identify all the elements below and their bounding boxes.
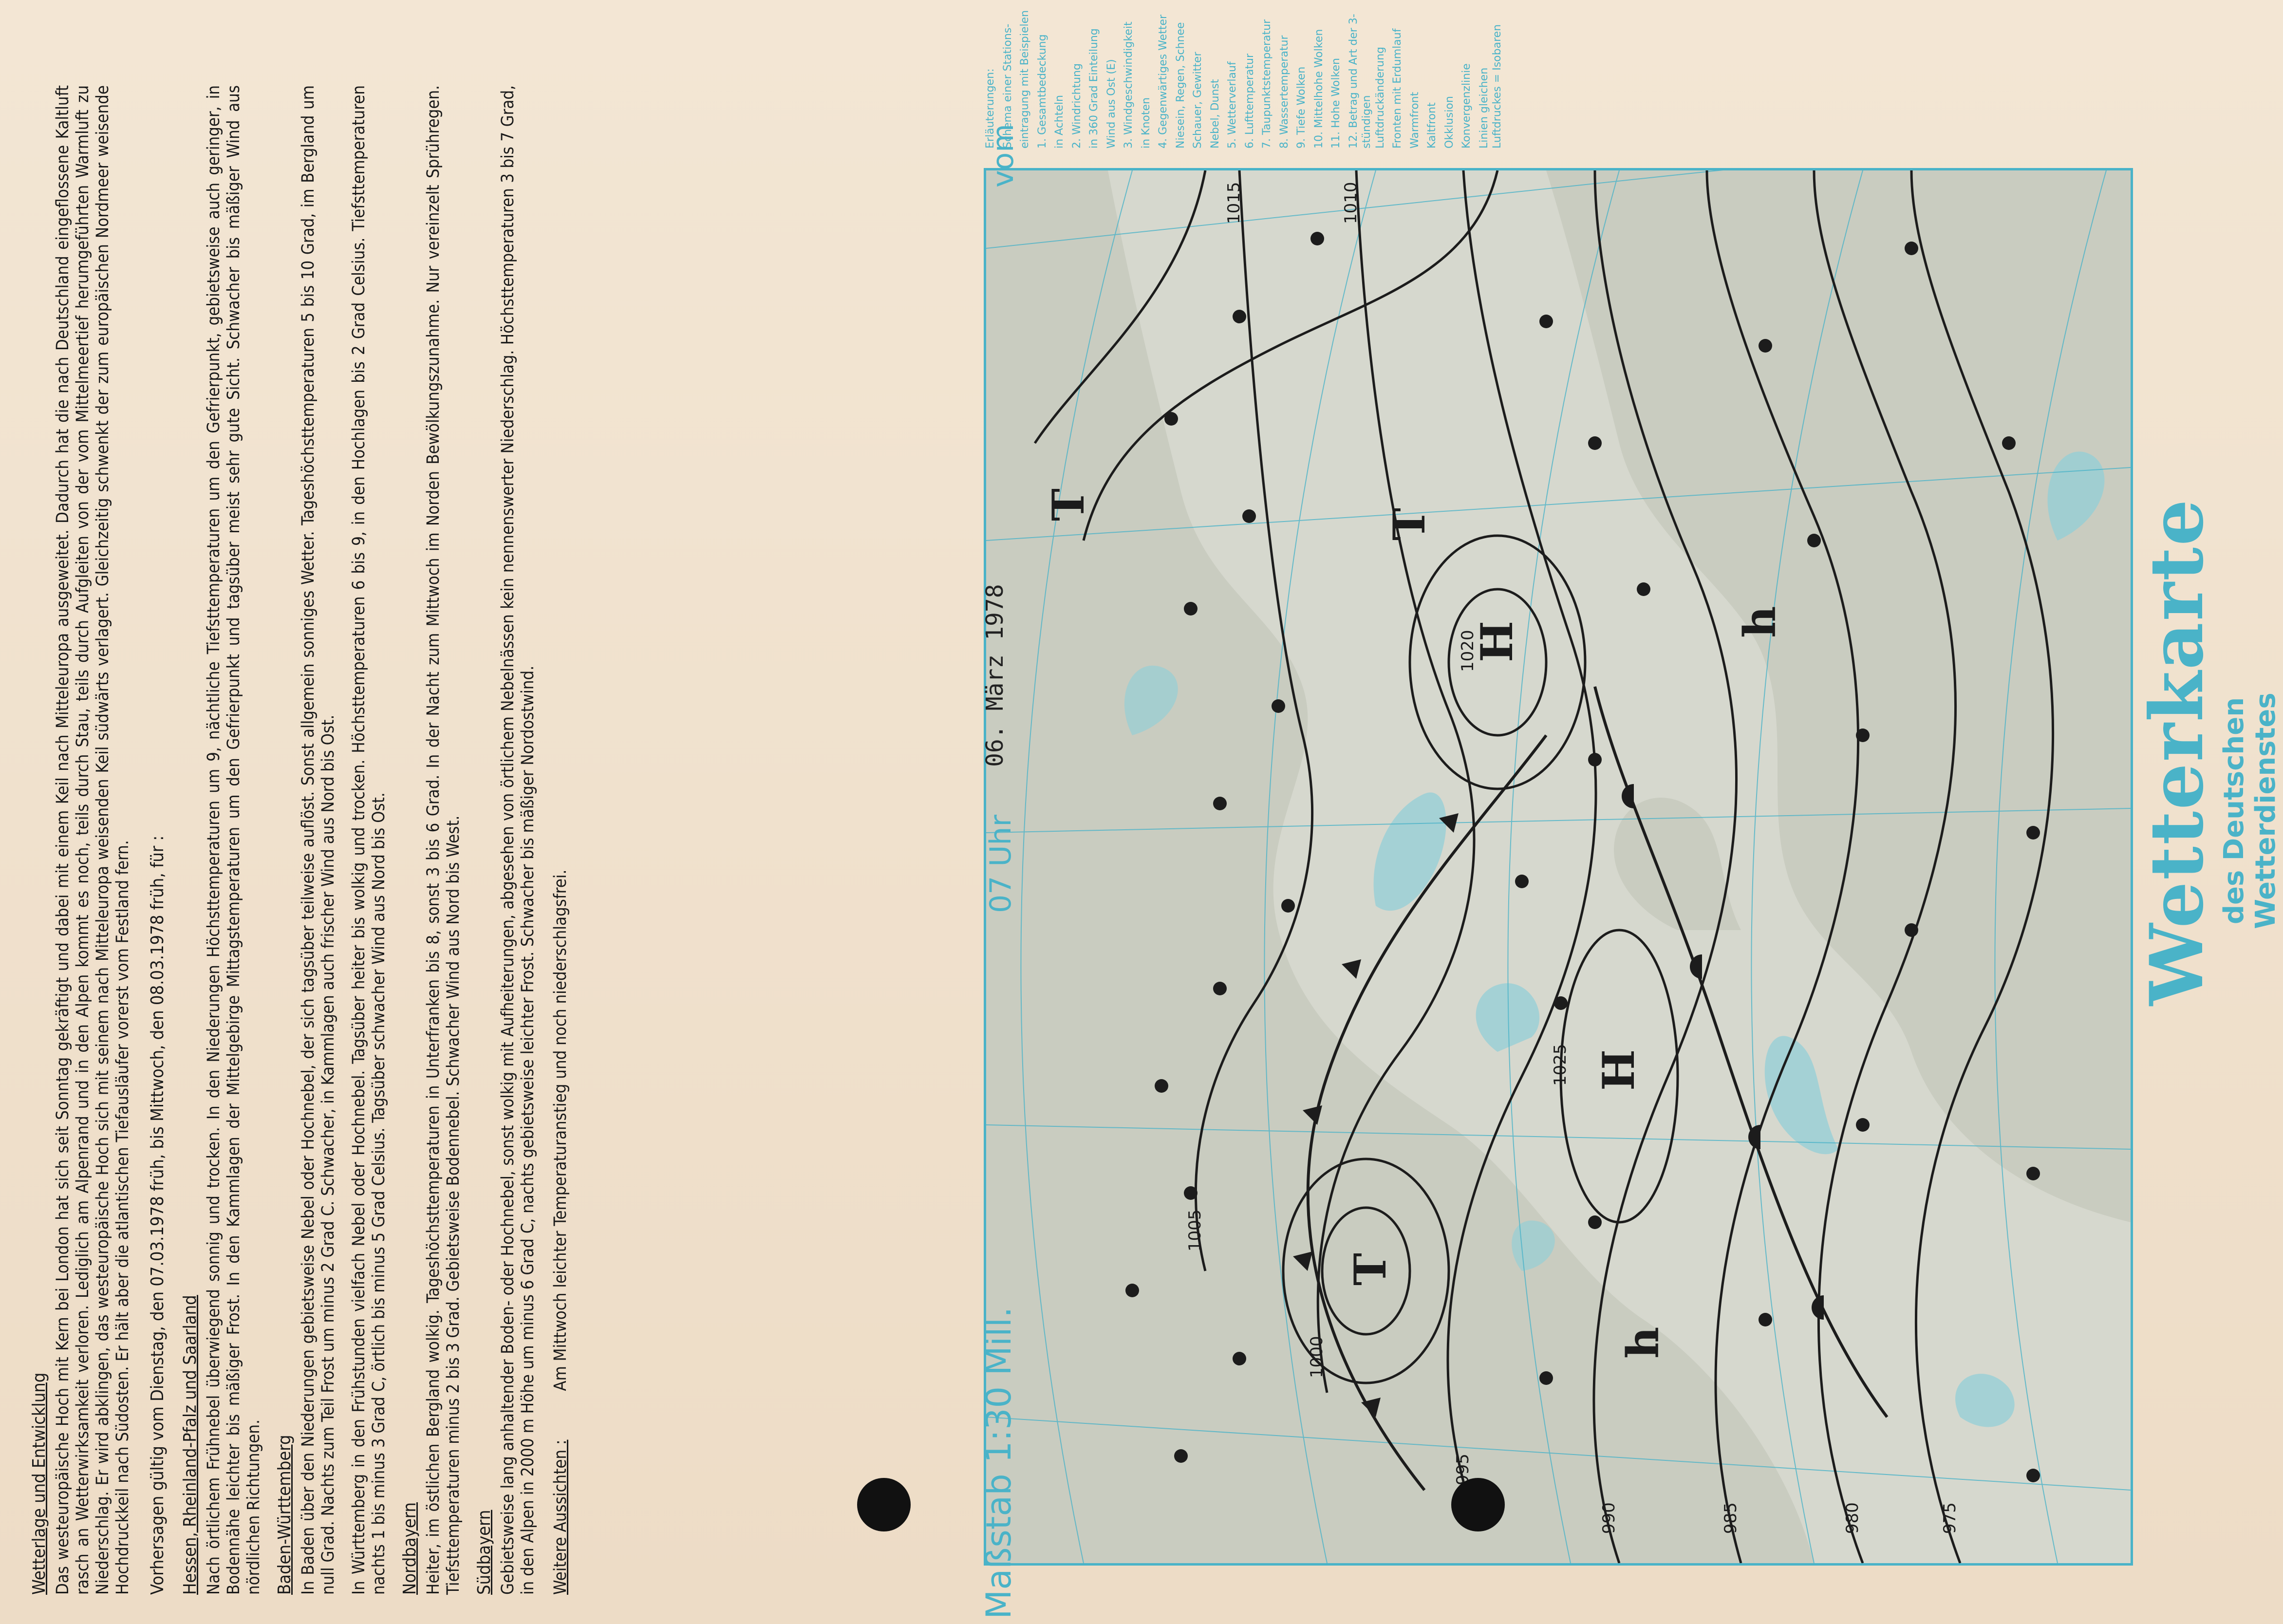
legend-item: 12. Betrag und Art der 3-stündigen Luftdruckänderung: [1347, 14, 1386, 149]
bw-heading: Baden-Württemberg: [275, 1435, 295, 1595]
low-centre-label: T: [1043, 488, 1094, 521]
isobar-label: 1020: [1458, 630, 1478, 672]
legend-item: 10. Mittelhohe Wolken: [1312, 29, 1325, 149]
legend-item: Warmfront: [1408, 92, 1421, 149]
outlook-body: Am Mittwoch leichter Temperaturanstieg und noch niederschlagsfrei.: [551, 869, 570, 1391]
map-vom-label: vom: [986, 124, 1020, 187]
map-drawing: [986, 170, 2131, 1563]
outlook: [551, 85, 571, 1595]
document-title: Wetterkarte: [2134, 498, 2220, 1006]
weak-high-label: h: [1734, 606, 1786, 638]
isobar-label: 1015: [1224, 182, 1244, 224]
isobar-label: 1025: [1551, 1044, 1570, 1086]
legend-item: 3. Windgeschwindigkeit: [1123, 21, 1135, 149]
hessen-body: Nach örtlichem Frühnebel überwiegend sonnig und trocken. In den Niederungen Höchsttemperaturen um 9, nächtliche Tiefsttemperaturen um den Gefrierpunkt, gebietsweise auch geringer, in Bodennähe leichter bis mäßiger Frost. In den Kammlagen der Mittelgebirge Mittagstemperaturen um den Gefrierpunkt und tagsüber meist sehr gute Sicht. Schwacher bis mäßiger Wind aus nördlichen Richtungen.: [204, 85, 263, 1595]
synoptic-weather-map: [984, 168, 2133, 1566]
document-subtitle: des Deutschen Wetterdienstes: [2218, 692, 2282, 929]
punch-hole: [1451, 1478, 1505, 1531]
isobar-label: 980: [1843, 1502, 1862, 1534]
bw-body-baden: In Baden über den Niederungen gebietsweise Nebel oder Hochnebel, der sich tagsüber teilweise auflöst. Sonst allgemein sonniges Wetter. Tageshöchsttemperaturen 5 bis 10 Grad, im Bergland um null Grad. Nachts zum Teil Frost um minus 2 Grad C. Schwacher, in Kammlagen auch frischer Wind aus Nord bis Ost.: [299, 85, 338, 1595]
legend-item: Wind aus Ost (E): [1105, 59, 1118, 149]
wetterlage-body: Das westeuropäische Hoch mit Kern bei London hat sich seit Sonntag gekräftigt und dabei mit einem Keil nach Mitteleuropa ausgeweitet. Dadurch hat die nach Deutschland eingeflossene Kaltluft rasch an Wetterwirksamkeit verloren. Lediglich am Alpenrand und in den Alpen kommt es noch, teils durch Stau, teils durch Aufgleiten von der vom Mittelmeertief herumgeführten Warmluft zu Niederschlag. Er wird abklingen, das westeuropäische Hoch sich mit seinem nach Mitteleuropa weisenden Keil südwärts verlagert. Gleichzeitig schwenkt der zum europäischen Nordmeer weisende Hochdruckkeil nach Südosten. Er hält aber die atlantischen Tiefausläufer vorerst vom Festland fern.: [53, 85, 132, 1595]
map-scale: Maßstab 1:30 Mill.: [979, 1307, 1019, 1619]
legend-item: 2. Windrichtung: [1070, 63, 1083, 149]
isobar-label: 1000: [1307, 1336, 1327, 1378]
legend-item: 7. Taupunktstemperatur: [1261, 19, 1273, 149]
map-date: 06. März 1978: [981, 584, 1009, 767]
map-hour: 07 Uhr: [984, 814, 1018, 913]
legend-item: Schauer, Gewitter: [1192, 52, 1204, 149]
nordbayern-body: Heiter, im östlichen Bergland wolkig. Tageshöchsttemperaturen in Unterfranken bis 8, sonst 3 bis 6 Grad. In der Nacht zum Mittwoch im Norden Bewölkungszunahme. Nur vereinzelt Sprühregen. Tiefsttemperaturen minus 2 bis 3 Grad. Gebietsweise Bodennebel. Schwacher Wind aus Nord bis West.: [424, 85, 463, 1595]
legend-item: 5. Wetterverlauf: [1226, 61, 1238, 149]
legend-item: 9. Tiefe Wolken: [1295, 66, 1308, 149]
legend-item: Schema einer Stations-: [1001, 23, 1014, 149]
suedbayern-body: Gebietsweise lang anhaltender Boden- oder Hochnebel, sonst wolkig mit Aufheiterungen, abgesehen von örtlichem Nebelnässen kein nennenswerter Niederschlag. Höchsttemperaturen 3 bis 7 Grad, in den Alpen in 2000 m Höhe um minus 6 Grad C, nachts gebietsweise leichter Frost. Schwacher bis mäßiger Nordostwind.: [498, 85, 538, 1595]
punch-hole: [857, 1478, 911, 1531]
isobar-label: 985: [1721, 1502, 1740, 1534]
suedbayern-heading: Südbayern: [474, 1510, 494, 1595]
hessen-heading: Hessen, Rheinland-Pfalz und Saarland: [180, 1295, 200, 1595]
forecast-text: [29, 85, 954, 1595]
isobar-label: 990: [1599, 1502, 1619, 1534]
high-centre-label: H: [1471, 620, 1523, 662]
legend-item: Linien gleichen Luftdruckes = Isobaren: [1478, 24, 1503, 149]
low-centre-label: T: [1384, 508, 1435, 541]
wetterlage-heading: Wetterlage und Entwicklung: [29, 1372, 49, 1595]
legend-item: 4. Gegenwärtiges Wetter: [1157, 14, 1169, 149]
isobar-label: 995: [1453, 1454, 1473, 1485]
legend-item: 1. Gesamtbedeckung: [1036, 34, 1048, 149]
weak-high-label: h: [1617, 1326, 1669, 1359]
legend-item: in Knoten: [1140, 97, 1152, 149]
legend-item: Niesein, Regen, Schnee: [1174, 22, 1187, 149]
map-legend: [984, 2, 2128, 149]
legend-item: 6. Lufttemperatur: [1243, 53, 1256, 149]
legend-item: Okklusion: [1443, 96, 1456, 149]
legend-item: 8. Wassertemperatur: [1278, 35, 1291, 149]
legend-item: in 360 Grad Einteilung: [1088, 28, 1100, 149]
legend-heading: Erläuterungen:: [984, 68, 996, 149]
isobar-label: 1010: [1341, 182, 1361, 224]
legend-item: Konvergenzlinie: [1460, 63, 1473, 149]
isobar-label: 975: [1940, 1502, 1960, 1534]
high-centre-label: H: [1593, 1049, 1645, 1091]
bw-body-wuerttemberg: In Württemberg in den Frühstunden vielfach Nebel oder Hochnebel. Tagsüber heiter bis wolkig und trocken. Höchsttemperaturen 6 bis 9, in den Hochlagen bis 2 Grad Celsius. Tiefsttemperaturen nachts 1 bis minus 3 Grad C, örtlich bis minus 5 Grad Celsius. Tagsüber schwacher Wind aus Nord bis Ost.: [349, 85, 389, 1595]
legend-item: Kaltfront: [1426, 102, 1438, 149]
low-centre-label: T: [1345, 1253, 1396, 1286]
legend-item: Nebel, Dunst: [1209, 79, 1221, 149]
legend-item: 11. Hohe Wolken: [1330, 58, 1342, 149]
legend-item: Fronten mit Erdumlauf: [1391, 28, 1403, 149]
outlook-label: Weitere Aussichten :: [551, 1439, 570, 1595]
isobar-label: 1005: [1185, 1209, 1205, 1251]
legend-item: eintragung mit Beispielen: [1019, 10, 1031, 149]
legend-item: in Achteln: [1053, 95, 1066, 149]
forecast-validity: Vorhersagen gültig vom Dienstag, den 07.03.1978 früh, bis Mittwoch, den 08.03.1978 früh, für :: [148, 835, 168, 1595]
nordbayern-heading: Nordbayern: [400, 1502, 420, 1595]
